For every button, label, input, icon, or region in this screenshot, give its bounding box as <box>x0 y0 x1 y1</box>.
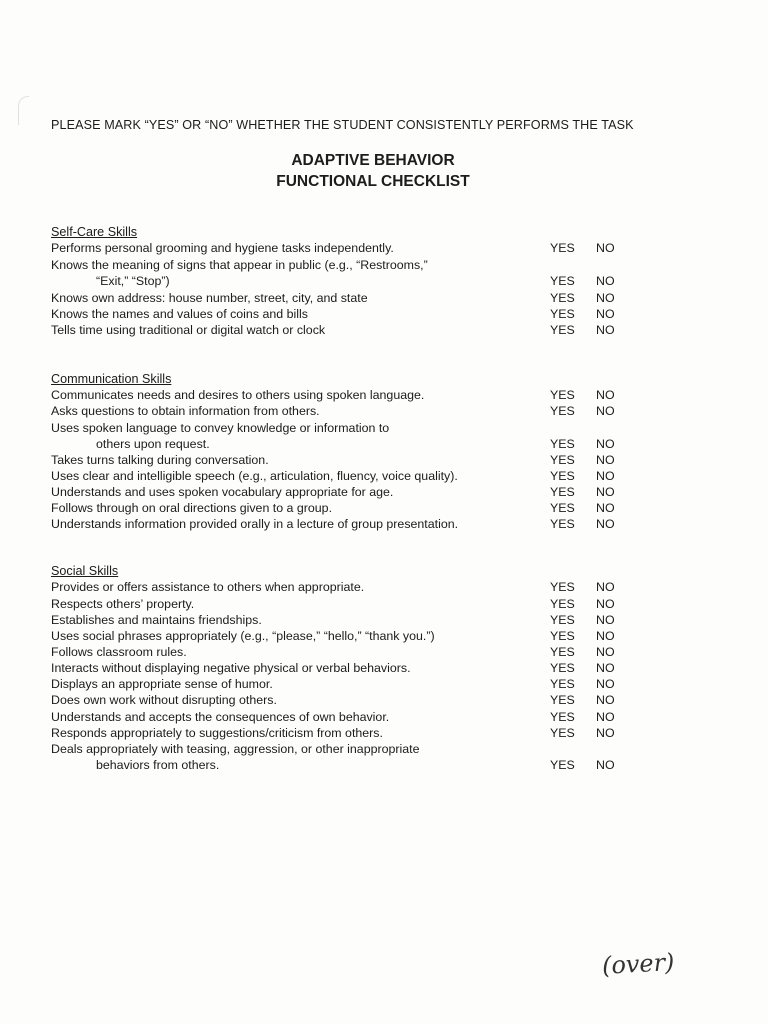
item-text: Responds appropriately to suggestions/criticism from others. <box>51 726 383 740</box>
checklist-item <box>51 290 748 306</box>
checklist-item <box>51 452 748 468</box>
item-text: Uses spoken language to convey knowledge or information to <box>51 421 390 435</box>
scan-corner-mark <box>18 96 29 125</box>
item-text: Follows classroom rules. <box>51 645 187 659</box>
no-option[interactable]: NO <box>596 661 615 675</box>
yes-option[interactable]: YES <box>550 629 575 643</box>
item-text: Understands and uses spoken vocabulary appropriate for age. <box>51 485 394 499</box>
yes-option[interactable]: YES <box>550 388 575 402</box>
section-heading: Self-Care Skills <box>51 225 138 239</box>
no-option[interactable]: NO <box>596 597 615 611</box>
yes-option[interactable]: YES <box>550 613 575 627</box>
yes-option[interactable]: YES <box>550 597 575 611</box>
item-text: Uses clear and intelligible speech (e.g., articulation, fluency, voice quality). <box>51 469 458 483</box>
yes-option[interactable]: YES <box>550 469 575 483</box>
section-heading: Social Skills <box>51 564 119 578</box>
checklist-item <box>51 500 748 516</box>
item-text: Takes turns talking during conversation. <box>51 453 269 467</box>
checklist-item <box>51 660 748 676</box>
checklist-item <box>51 725 748 741</box>
page-title-line-1: ADAPTIVE BEHAVIOR <box>291 152 455 169</box>
no-option[interactable]: NO <box>596 501 615 515</box>
yes-option[interactable]: YES <box>550 580 575 594</box>
checklist-item <box>51 741 748 772</box>
yes-option[interactable]: YES <box>550 274 575 288</box>
yes-option[interactable]: YES <box>550 693 575 707</box>
no-option[interactable]: NO <box>596 726 615 740</box>
no-option[interactable]: NO <box>596 517 615 531</box>
yes-option[interactable]: YES <box>550 307 575 321</box>
yes-option[interactable]: YES <box>550 437 575 451</box>
yes-option[interactable]: YES <box>550 453 575 467</box>
yes-option[interactable]: YES <box>550 661 575 675</box>
no-option[interactable]: NO <box>596 677 615 691</box>
item-text-continued: behaviors from others. <box>96 758 220 772</box>
item-text: Asks questions to obtain information from others. <box>51 404 320 418</box>
no-option[interactable]: NO <box>596 241 615 255</box>
yes-option[interactable]: YES <box>550 323 575 337</box>
no-option[interactable]: NO <box>596 388 615 402</box>
section-heading: Communication Skills <box>51 372 172 386</box>
no-option[interactable]: NO <box>596 580 615 594</box>
item-text: Respects others’ property. <box>51 597 195 611</box>
no-option[interactable]: NO <box>596 274 615 288</box>
item-text: Does own work without disrupting others. <box>51 693 277 707</box>
yes-option[interactable]: YES <box>550 677 575 691</box>
yes-option[interactable]: YES <box>550 517 575 531</box>
no-option[interactable]: NO <box>596 485 615 499</box>
checklist-item <box>51 676 748 692</box>
no-option[interactable]: NO <box>596 693 615 707</box>
checklist-item <box>51 644 748 660</box>
yes-option[interactable]: YES <box>550 501 575 515</box>
no-option[interactable]: NO <box>596 323 615 337</box>
item-text: Tells time using traditional or digital watch or clock <box>51 323 326 337</box>
no-option[interactable]: NO <box>596 404 615 418</box>
yes-option[interactable]: YES <box>550 710 575 724</box>
checklist-item <box>51 612 748 628</box>
checklist-item <box>51 322 748 338</box>
checklist-item <box>51 628 748 644</box>
checklist-item <box>51 240 748 256</box>
checklist-item <box>51 420 748 451</box>
item-text: Understands information provided orally in a lecture of group presentation. <box>51 517 459 531</box>
checklist-item <box>51 484 748 500</box>
item-text: Deals appropriately with teasing, aggression, or other inappropriate <box>51 742 420 756</box>
item-text: Uses social phrases appropriately (e.g., “please,” “hello,” “thank you.”) <box>51 629 435 643</box>
checklist-item <box>51 257 748 288</box>
item-text: Communicates needs and desires to others using spoken language. <box>51 388 425 402</box>
item-text: Follows through on oral directions given to a group. <box>51 501 333 515</box>
yes-option[interactable]: YES <box>550 645 575 659</box>
item-text: Understands and accepts the consequences of own behavior. <box>51 710 390 724</box>
no-option[interactable]: NO <box>596 469 615 483</box>
checklist-item <box>51 692 748 708</box>
item-text-continued: others upon request. <box>96 437 210 451</box>
no-option[interactable]: NO <box>596 629 615 643</box>
item-text: Displays an appropriate sense of humor. <box>51 677 273 691</box>
page-title-line-2: FUNCTIONAL CHECKLIST <box>276 173 470 190</box>
no-option[interactable]: NO <box>596 710 615 724</box>
item-text-continued: “Exit,” “Stop”) <box>96 274 170 288</box>
checklist-item <box>51 579 748 595</box>
item-text: Knows own address: house number, street, city, and state <box>51 291 368 305</box>
yes-option[interactable]: YES <box>550 291 575 305</box>
item-text: Knows the names and values of coins and bills <box>51 307 308 321</box>
no-option[interactable]: NO <box>596 453 615 467</box>
item-text: Performs personal grooming and hygiene tasks independently. <box>51 241 394 255</box>
checklist-item <box>51 306 748 322</box>
yes-option[interactable]: YES <box>550 404 575 418</box>
no-option[interactable]: NO <box>596 437 615 451</box>
instruction-text: PLEASE MARK “YES” OR “NO” WHETHER THE STUDENT CONSISTENTLY PERFORMS THE TASK <box>51 118 634 132</box>
yes-option[interactable]: YES <box>550 758 575 772</box>
no-option[interactable]: NO <box>596 645 615 659</box>
no-option[interactable]: NO <box>596 613 615 627</box>
checklist-item <box>51 709 748 725</box>
item-text: Establishes and maintains friendships. <box>51 613 262 627</box>
no-option[interactable]: NO <box>596 758 615 772</box>
yes-option[interactable]: YES <box>550 241 575 255</box>
yes-option[interactable]: YES <box>550 485 575 499</box>
checklist-item <box>51 516 748 532</box>
handwritten-over-note: (over) <box>601 948 676 980</box>
no-option[interactable]: NO <box>596 307 615 321</box>
no-option[interactable]: NO <box>596 291 615 305</box>
item-text: Knows the meaning of signs that appear in public (e.g., “Restrooms,” <box>51 258 428 272</box>
yes-option[interactable]: YES <box>550 726 575 740</box>
checklist-item <box>51 468 748 484</box>
checklist-item <box>51 596 748 612</box>
item-text: Interacts without displaying negative physical or verbal behaviors. <box>51 661 411 675</box>
checklist-item <box>51 403 748 419</box>
checklist-item <box>51 387 748 403</box>
item-text: Provides or offers assistance to others when appropriate. <box>51 580 365 594</box>
